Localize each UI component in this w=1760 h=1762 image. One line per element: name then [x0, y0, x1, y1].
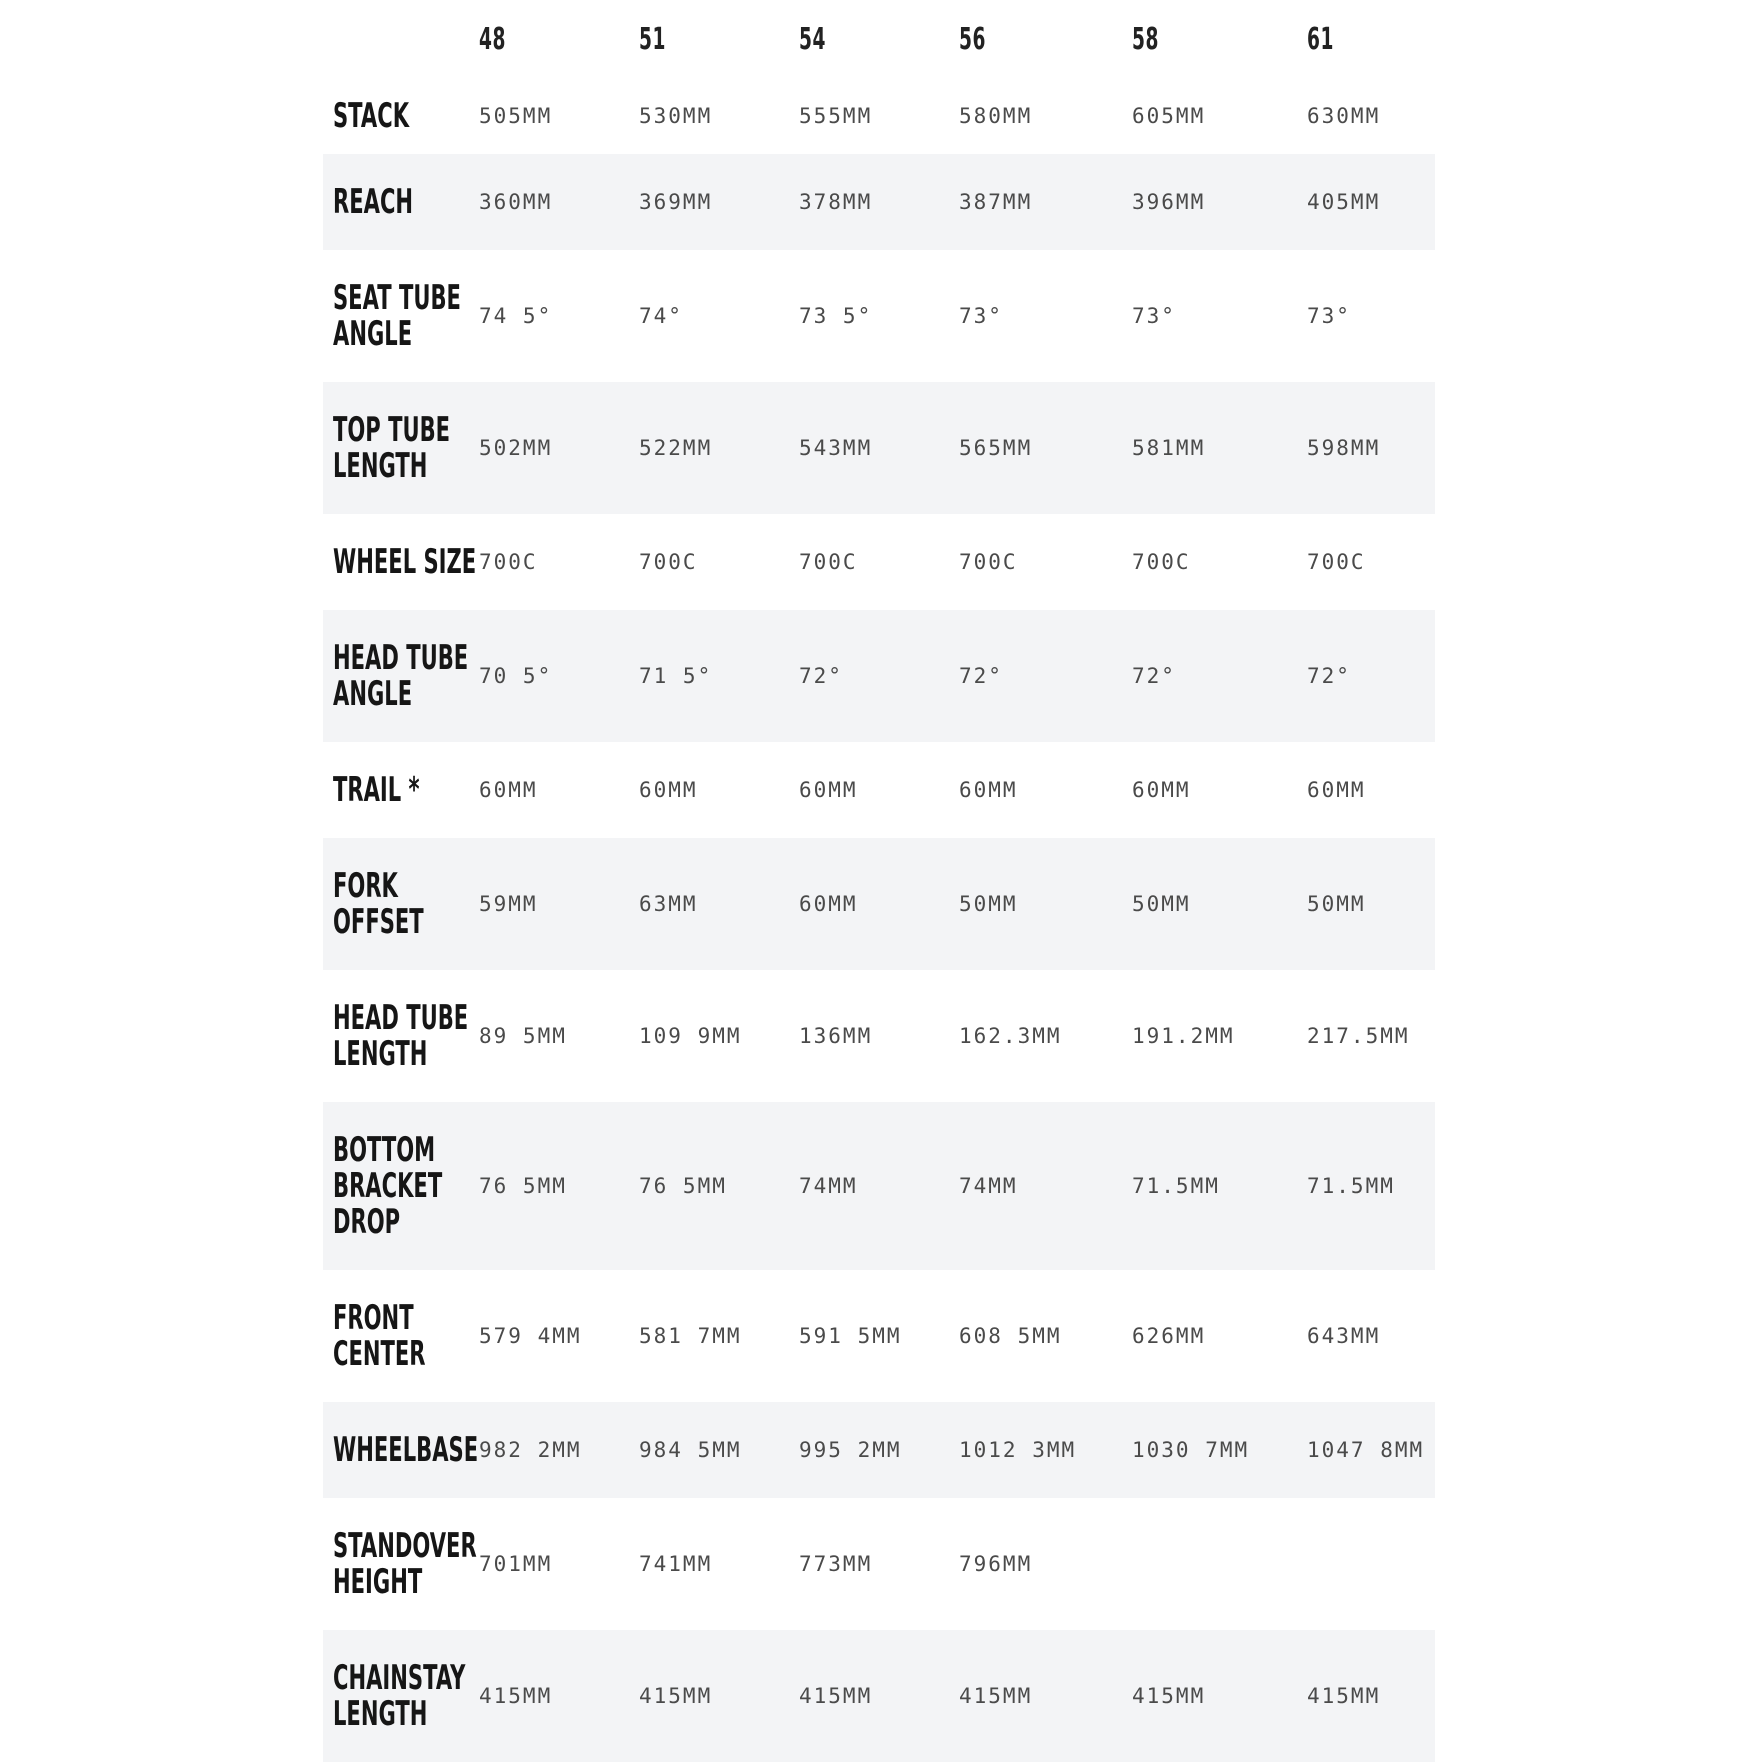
- table-cell: 76 5MM: [479, 1174, 567, 1198]
- table-cell: 626MM: [1132, 1324, 1206, 1348]
- table-cell: 581MM: [1132, 436, 1206, 460]
- size-header-54: 54: [799, 22, 827, 57]
- table-row: [323, 382, 1435, 514]
- table-cell: 1012 3MM: [959, 1438, 1077, 1462]
- table-cell: 700C: [799, 550, 858, 574]
- table-cell: 396MM: [1132, 190, 1206, 214]
- table-cell: 405MM: [1307, 190, 1381, 214]
- table-cell: 60MM: [1132, 778, 1191, 802]
- table-cell: 191.2MM: [1132, 1024, 1235, 1048]
- table-cell: 555MM: [799, 103, 873, 128]
- table-cell: 136MM: [799, 1024, 873, 1048]
- table-cell: 72°: [1307, 664, 1351, 688]
- table-cell: 700C: [1307, 550, 1366, 574]
- row-label: TRAIL *: [333, 770, 420, 810]
- table-cell: 109 9MM: [639, 1024, 742, 1048]
- table-row: [323, 610, 1435, 742]
- row-label: STACK: [333, 95, 410, 136]
- table-cell: 984 5MM: [639, 1438, 742, 1462]
- table-cell: 60MM: [479, 778, 538, 802]
- table-row: [323, 1498, 1435, 1630]
- row-label: HEAD TUBE LENGTH: [333, 998, 469, 1074]
- table-cell: 72°: [959, 664, 1003, 688]
- row-label: TOP TUBE LENGTH: [333, 410, 451, 486]
- table-cell: 701MM: [479, 1552, 553, 1576]
- table-row: [323, 77, 1435, 154]
- table-cell: 796MM: [959, 1552, 1033, 1576]
- row-label: REACH: [333, 182, 414, 222]
- table-cell: 60MM: [639, 778, 698, 802]
- table-cell: 72°: [1132, 664, 1176, 688]
- size-header-row: [323, 0, 1435, 77]
- table-cell: 378MM: [799, 190, 873, 214]
- table-cell: 72°: [799, 664, 843, 688]
- row-label: FRONT CENTER: [333, 1298, 426, 1374]
- table-cell: 360MM: [479, 190, 553, 214]
- size-header-48: 48: [479, 22, 507, 57]
- row-label: CHAINSTAY LENGTH: [333, 1658, 466, 1734]
- table-cell: 89 5MM: [479, 1024, 567, 1048]
- table-cell: 1030 7MM: [1132, 1438, 1250, 1462]
- table-row: [323, 250, 1435, 382]
- table-cell: 591 5MM: [799, 1324, 902, 1348]
- table-cell: 700C: [639, 550, 698, 574]
- size-header-58: 58: [1132, 22, 1160, 57]
- table-cell: 741MM: [639, 1552, 713, 1576]
- table-cell: 581 7MM: [639, 1324, 742, 1348]
- table-cell: 369MM: [639, 190, 713, 214]
- table-cell: 415MM: [639, 1684, 713, 1708]
- table-cell: 217.5MM: [1307, 1024, 1410, 1048]
- table-cell: 700C: [1132, 550, 1191, 574]
- table-row: [323, 742, 1435, 838]
- table-cell: 74 5°: [479, 304, 553, 328]
- table-cell: 630MM: [1307, 103, 1381, 128]
- table-cell: 643MM: [1307, 1324, 1381, 1348]
- table-cell: 74MM: [959, 1174, 1018, 1198]
- table-row: [323, 514, 1435, 610]
- table-row: [323, 1630, 1435, 1762]
- table-cell: 73°: [959, 304, 1003, 328]
- row-label: SEAT TUBE ANGLE: [333, 278, 461, 354]
- table-cell: 387MM: [959, 190, 1033, 214]
- row-label: FORK OFFSET: [333, 866, 424, 942]
- table-cell: 60MM: [1307, 778, 1366, 802]
- table-cell: 982 2MM: [479, 1438, 582, 1462]
- table-cell: 415MM: [959, 1684, 1033, 1708]
- table-cell: 1047 8MM: [1307, 1438, 1425, 1462]
- row-label: WHEELBASE: [333, 1430, 479, 1470]
- table-cell: 415MM: [1132, 1684, 1206, 1708]
- size-header-61: 61: [1307, 22, 1335, 57]
- table-cell: 605MM: [1132, 103, 1206, 128]
- table-row: [323, 1102, 1435, 1270]
- table-cell: 74°: [639, 304, 683, 328]
- table-cell: 60MM: [959, 778, 1018, 802]
- table-cell: 59MM: [479, 892, 538, 916]
- table-cell: 71.5MM: [1307, 1174, 1395, 1198]
- size-header-56: 56: [959, 22, 987, 57]
- table-cell: 415MM: [479, 1684, 553, 1708]
- row-label: HEAD TUBE ANGLE: [333, 638, 469, 714]
- table-cell: 73 5°: [799, 304, 873, 328]
- geometry-table: [323, 0, 1435, 1762]
- table-cell: 73°: [1132, 304, 1176, 328]
- table-cell: 522MM: [639, 436, 713, 460]
- table-cell: 60MM: [799, 892, 858, 916]
- table-cell: 505MM: [479, 103, 553, 128]
- geometry-rows: [323, 77, 1435, 1762]
- table-cell: 773MM: [799, 1552, 873, 1576]
- table-row: [323, 970, 1435, 1102]
- table-cell: 700C: [959, 550, 1018, 574]
- table-cell: 50MM: [1307, 892, 1366, 916]
- table-cell: 162.3MM: [959, 1024, 1062, 1048]
- table-cell: 995 2MM: [799, 1438, 902, 1462]
- table-cell: 608 5MM: [959, 1324, 1062, 1348]
- size-header-51: 51: [639, 22, 667, 57]
- table-cell: 502MM: [479, 436, 553, 460]
- table-cell: 579 4MM: [479, 1324, 582, 1348]
- table-cell: 73°: [1307, 304, 1351, 328]
- table-cell: 700C: [479, 550, 538, 574]
- table-cell: 50MM: [1132, 892, 1191, 916]
- table-cell: 71.5MM: [1132, 1174, 1220, 1198]
- table-row: [323, 838, 1435, 970]
- table-cell: 543MM: [799, 436, 873, 460]
- table-cell: 598MM: [1307, 436, 1381, 460]
- table-row: [323, 1402, 1435, 1498]
- table-row: [323, 1270, 1435, 1402]
- table-cell: 74MM: [799, 1174, 858, 1198]
- table-cell: 63MM: [639, 892, 698, 916]
- table-cell: 50MM: [959, 892, 1018, 916]
- row-label: STANDOVER HEIGHT: [333, 1526, 477, 1602]
- table-cell: 580MM: [959, 103, 1033, 128]
- row-label: BOTTOM BRACKET DROP: [333, 1130, 443, 1242]
- table-cell: 76 5MM: [639, 1174, 727, 1198]
- table-cell: 415MM: [1307, 1684, 1381, 1708]
- table-cell: 60MM: [799, 778, 858, 802]
- table-cell: 530MM: [639, 103, 713, 128]
- table-row: [323, 154, 1435, 250]
- row-label: WHEEL SIZE: [333, 542, 477, 582]
- table-cell: 415MM: [799, 1684, 873, 1708]
- table-cell: 70 5°: [479, 664, 553, 688]
- table-cell: 565MM: [959, 436, 1033, 460]
- table-cell: 71 5°: [639, 664, 713, 688]
